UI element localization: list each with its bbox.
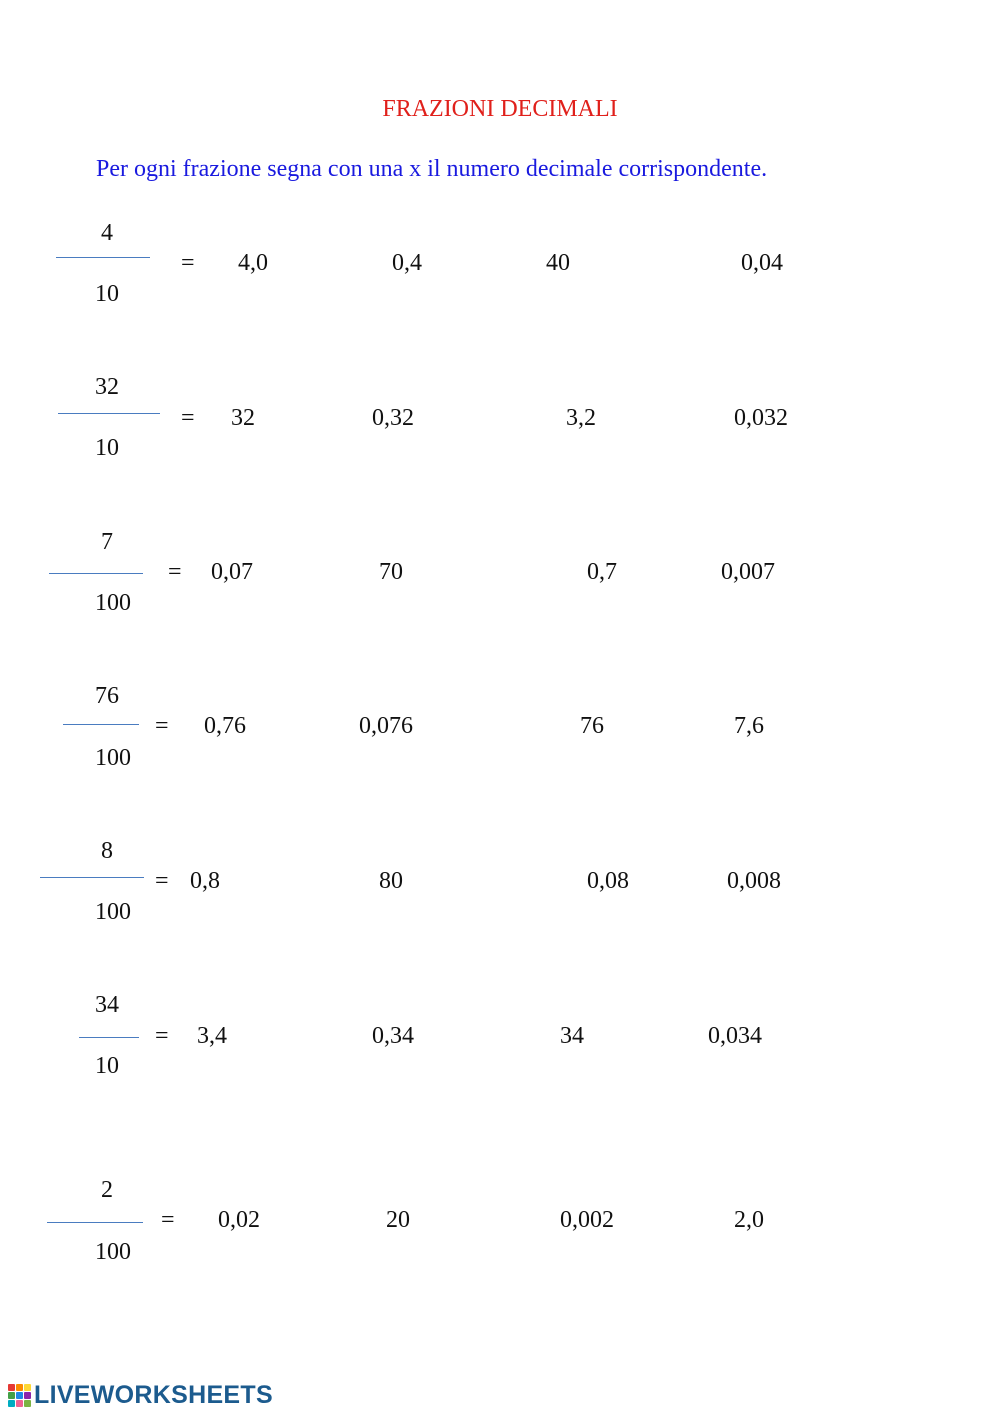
answer-option[interactable]: 0,02 xyxy=(218,1207,260,1233)
answer-option[interactable]: 0,08 xyxy=(587,868,629,894)
numerator: 32 xyxy=(95,374,119,400)
numerator: 7 xyxy=(101,529,113,555)
equals-sign: = xyxy=(181,405,195,431)
fraction-bar xyxy=(63,724,139,725)
answer-option[interactable]: 7,6 xyxy=(734,713,764,739)
equals-sign: = xyxy=(155,868,169,894)
equals-sign: = xyxy=(161,1207,175,1233)
answer-option[interactable]: 3,4 xyxy=(197,1023,227,1049)
equals-sign: = xyxy=(168,559,182,585)
answer-option[interactable]: 20 xyxy=(386,1207,410,1233)
answer-option[interactable]: 2,0 xyxy=(734,1207,764,1233)
answer-option[interactable]: 0,076 xyxy=(359,713,413,739)
answer-option[interactable]: 0,008 xyxy=(727,868,781,894)
denominator: 100 xyxy=(95,745,131,771)
answer-option[interactable]: 0,07 xyxy=(211,559,253,585)
numerator: 34 xyxy=(95,992,119,1018)
footer-logo[interactable] xyxy=(8,1382,273,1408)
fraction-bar xyxy=(47,1222,143,1223)
answer-option[interactable]: 0,04 xyxy=(741,250,783,276)
denominator: 100 xyxy=(95,590,131,616)
answer-option[interactable]: 0,76 xyxy=(204,713,246,739)
answer-option[interactable]: 0,032 xyxy=(734,405,788,431)
equals-sign: = xyxy=(155,1023,169,1049)
numerator: 76 xyxy=(95,683,119,709)
fraction-bar xyxy=(79,1037,139,1038)
numerator: 2 xyxy=(101,1177,113,1203)
answer-option[interactable]: 0,4 xyxy=(392,250,422,276)
fraction-bar xyxy=(49,573,143,574)
answer-option[interactable]: 0,32 xyxy=(372,405,414,431)
answer-option[interactable]: 0,034 xyxy=(708,1023,762,1049)
answer-option[interactable]: 0,34 xyxy=(372,1023,414,1049)
answer-option[interactable]: 3,2 xyxy=(566,405,596,431)
answer-option[interactable]: 70 xyxy=(379,559,403,585)
denominator: 10 xyxy=(95,281,119,307)
answer-option[interactable]: 0,7 xyxy=(587,559,617,585)
fraction-bar xyxy=(58,413,160,414)
fraction-bar xyxy=(40,877,144,878)
answer-option[interactable]: 34 xyxy=(560,1023,584,1049)
denominator: 100 xyxy=(95,899,131,925)
denominator: 100 xyxy=(95,1239,131,1265)
answer-option[interactable]: 0,8 xyxy=(190,868,220,894)
answer-option[interactable]: 0,007 xyxy=(721,559,775,585)
equals-sign: = xyxy=(181,250,195,276)
brand-name: LIVEWORKSHEETS xyxy=(34,1380,273,1409)
equals-sign: = xyxy=(155,713,169,739)
worksheet-title: FRAZIONI DECIMALI xyxy=(382,96,618,122)
answer-option[interactable]: 76 xyxy=(580,713,604,739)
denominator: 10 xyxy=(95,1053,119,1079)
instruction-text: Per ogni frazione segna con una x il numero decimale corrispondente. xyxy=(96,156,768,182)
answer-option[interactable]: 40 xyxy=(546,250,570,276)
answer-option[interactable]: 32 xyxy=(231,405,255,431)
liveworksheets-logo-icon xyxy=(8,1384,31,1407)
numerator: 4 xyxy=(101,220,113,246)
answer-option[interactable]: 80 xyxy=(379,868,403,894)
numerator: 8 xyxy=(101,838,113,864)
denominator: 10 xyxy=(95,435,119,461)
answer-option[interactable]: 0,002 xyxy=(560,1207,614,1233)
fraction-bar xyxy=(56,257,150,258)
answer-option[interactable]: 4,0 xyxy=(238,250,268,276)
